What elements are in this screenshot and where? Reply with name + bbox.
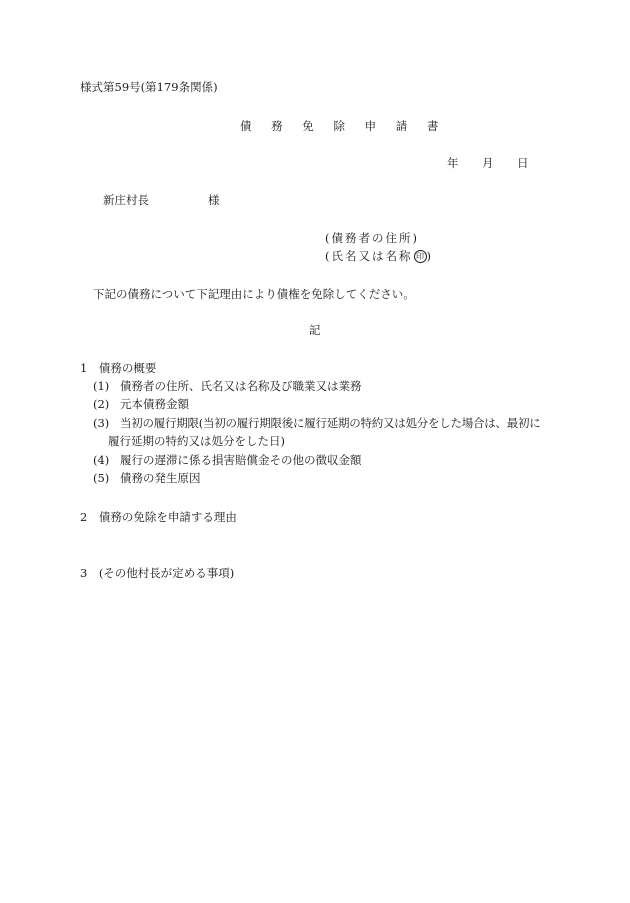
applicant-address-label: (債務者の住所) — [325, 231, 419, 245]
addressee-name: 新庄村長 — [103, 193, 149, 207]
seal-mark: 印 — [414, 250, 427, 263]
item-2-text: 元本債務金額 — [120, 397, 189, 411]
applicant-name-label — [325, 249, 433, 263]
item-1-text: 債務者の住所、氏名又は名称及び職業又は業務 — [120, 379, 362, 393]
section-2-heading: 2 債務の免除を申請する理由 — [80, 510, 237, 524]
request-text: 下記の債務について下記理由により債権を免除してください。 — [93, 287, 415, 301]
applicant-name-close: ) — [426, 249, 433, 263]
ki-mark: 記 — [309, 323, 321, 337]
item-3-continuation: 履行延期の特約又は処分をした日) — [108, 434, 285, 448]
item-5-number: (5) — [93, 471, 110, 485]
date-month-label: 月 — [482, 156, 494, 170]
date-day-label: 日 — [517, 156, 529, 170]
item-3-text: 当初の履行期限(当初の履行期限後に履行延期の特約又は処分をした場合は、最初に — [120, 416, 541, 430]
item-3-number: (3) — [93, 416, 110, 430]
form-number: 様式第59号(第179条関係) — [80, 80, 218, 94]
item-5-text: 債務の発生原因 — [120, 471, 201, 485]
item-4-text: 履行の遅滞に係る損害賠償金その他の徴収金額 — [120, 453, 362, 467]
item-2-number: (2) — [93, 397, 110, 411]
document-title: 債 務 免 除 申 請 書 — [240, 119, 447, 133]
addressee-honorific: 様 — [208, 193, 220, 207]
item-4-number: (4) — [93, 453, 110, 467]
applicant-name-text: (氏名又は名称 — [325, 249, 413, 263]
section-3-heading: 3 (その他村長が定める事項) — [80, 566, 235, 580]
date-year-label: 年 — [447, 156, 459, 170]
item-1-number: (1) — [93, 379, 110, 393]
section-1-heading: 1 債務の概要 — [80, 361, 157, 375]
